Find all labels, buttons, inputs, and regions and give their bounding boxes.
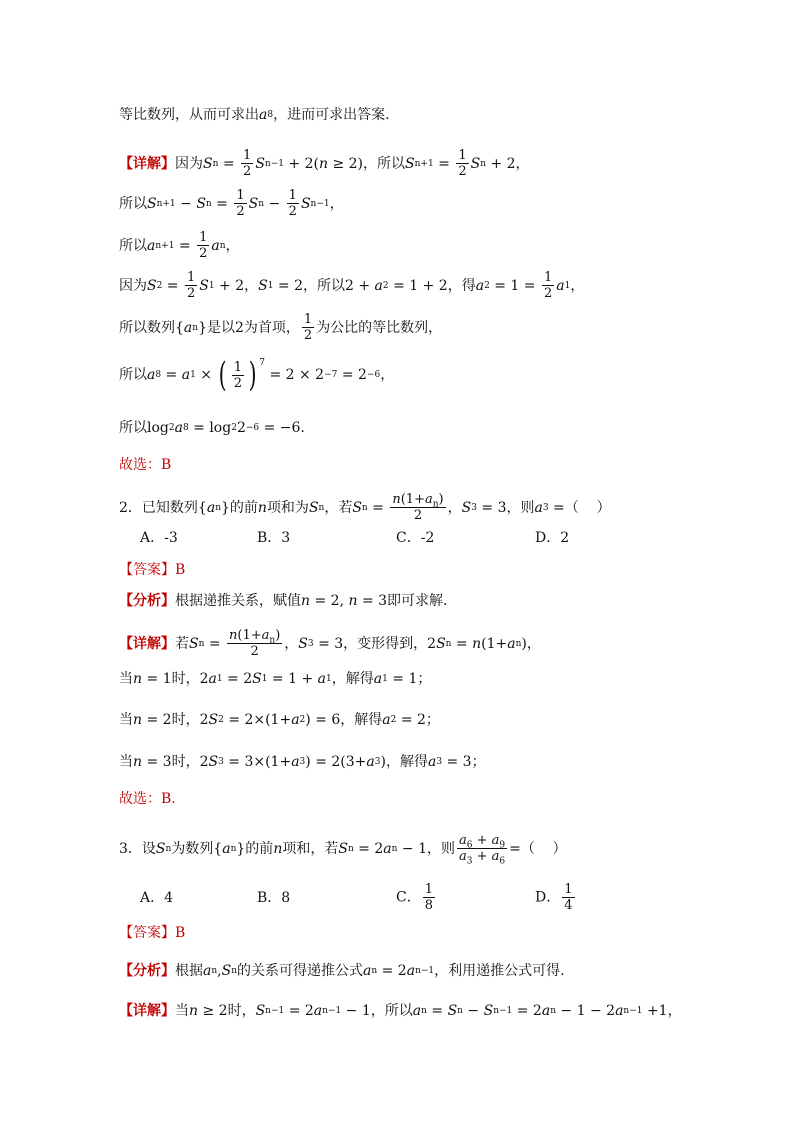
q2-case-n1: 当 n = 1时，2 a 1 = 2 S 1 = 1 + a 1 ，解得 a 1 = 1； xyxy=(119,671,432,687)
q3-answer: 【答案】B xyxy=(119,925,186,941)
q3-option-b[interactable]: B．8 xyxy=(257,889,291,906)
q2-choose: 故选：B. xyxy=(119,791,176,807)
question-3-options xyxy=(140,882,577,913)
q2-analysis: 【分析】 根据递推关系，赋值 n = 2, n = 3即可求解. xyxy=(119,593,448,609)
q3-option-d[interactable]: D． $\frac{1}{4}$ xyxy=(535,882,573,913)
line-detail-5: 所以数列{ a n }是以2为首项， $\frac{1}{2}$ 为公比的等比数列， xyxy=(119,312,443,343)
line-detail-6: 所以 a 8 = a 1 × ( $\frac{1}{2}$ ) $^7$ = 2 × 2 −7 = 2 −6 ， xyxy=(119,355,395,395)
q3-detail: 【详解】 当 n ≥ 2时， S n−1 = 2 a n−1 − 1，所以 a n = S n − S n−1 = 2 a n − 1 − 2 a n−1 +1， xyxy=(119,1003,682,1019)
line-conclusion: 等比数列，从而可求出 a 8 ，进而可求出答案. xyxy=(119,107,390,123)
q2-answer: 【答案】B xyxy=(119,562,186,578)
q2-case-n3: 当 n = 3时，2 S 3 = 3×(1+ a 3 ) = 2(3+ a 3 )，解得 a 3 = 3； xyxy=(119,754,486,770)
q2-option-a[interactable]: A．-3 xyxy=(140,530,178,546)
q2-detail: 【详解】 若 S n = $\frac{n(1+a_n)}{2}$ ， S 3 = 3，变形得到，2 S n = n (1+ a n )， xyxy=(119,628,541,659)
line-detail-2: 所以 S n+1 − S n = $\frac{1}{2}$ S n − $\frac{1}{2}$ S n−1 ， xyxy=(119,188,344,219)
line-detail-1: 【详解】 因为 S n = $\frac{1}{2}$ S n−1 + 2( n ≥ 2)，所以 S n+1 = $\frac{1}{2}$ S n + 2， xyxy=(119,148,530,179)
question-3: 3．设 S n 为数列{ a n }的前 n 项和，若 S n = 2 a n − 1，则 $\frac{a_6 + a_9}{a_3 + a_6}$ =（ ） xyxy=(119,833,567,867)
line-detail-4: 因为 S 2 = $\frac{1}{2}$ S 1 + 2， S 1 = 2，所以2 + a 2 = 1 + 2，得 a 2 = 1 = $\frac{1}{2}$ a 1 ， xyxy=(119,270,585,301)
q2-option-c[interactable]: C．-2 xyxy=(396,530,435,546)
q3-option-c[interactable]: C． $\frac{1}{8}$ xyxy=(396,882,433,913)
question-2: 2．已知数列{ a n }的前 n 项和为 S n ，若 S n = $\frac{n(1+a_n)}{2}$ ， S 3 = 3，则 a 3 =（ ） xyxy=(119,492,611,523)
q2-option-b[interactable]: B．3 xyxy=(257,530,291,546)
line-detail-7: 所以log 2 a 8 = log 2 2 −6 = −6. xyxy=(119,420,305,436)
line-choose-1: 故选：B xyxy=(119,457,172,473)
line-detail-3: 所以 a n+1 = $\frac{1}{2}$ a n ， xyxy=(119,230,240,261)
question-2-options xyxy=(140,531,569,545)
q3-option-a[interactable]: A．4 xyxy=(140,889,174,906)
q2-case-n2: 当 n = 2时，2 S 2 = 2×(1+ a 2 ) = 6，解得 a 2 = 2； xyxy=(119,712,440,728)
q3-analysis: 【分析】 根据 a n , S n 的关系可得递推公式 a n = 2 a n−1 ，利用递推公式可得. xyxy=(119,963,565,979)
detail-tag: 【详解】 xyxy=(119,155,175,172)
q2-option-d[interactable]: D．2 xyxy=(535,530,570,546)
